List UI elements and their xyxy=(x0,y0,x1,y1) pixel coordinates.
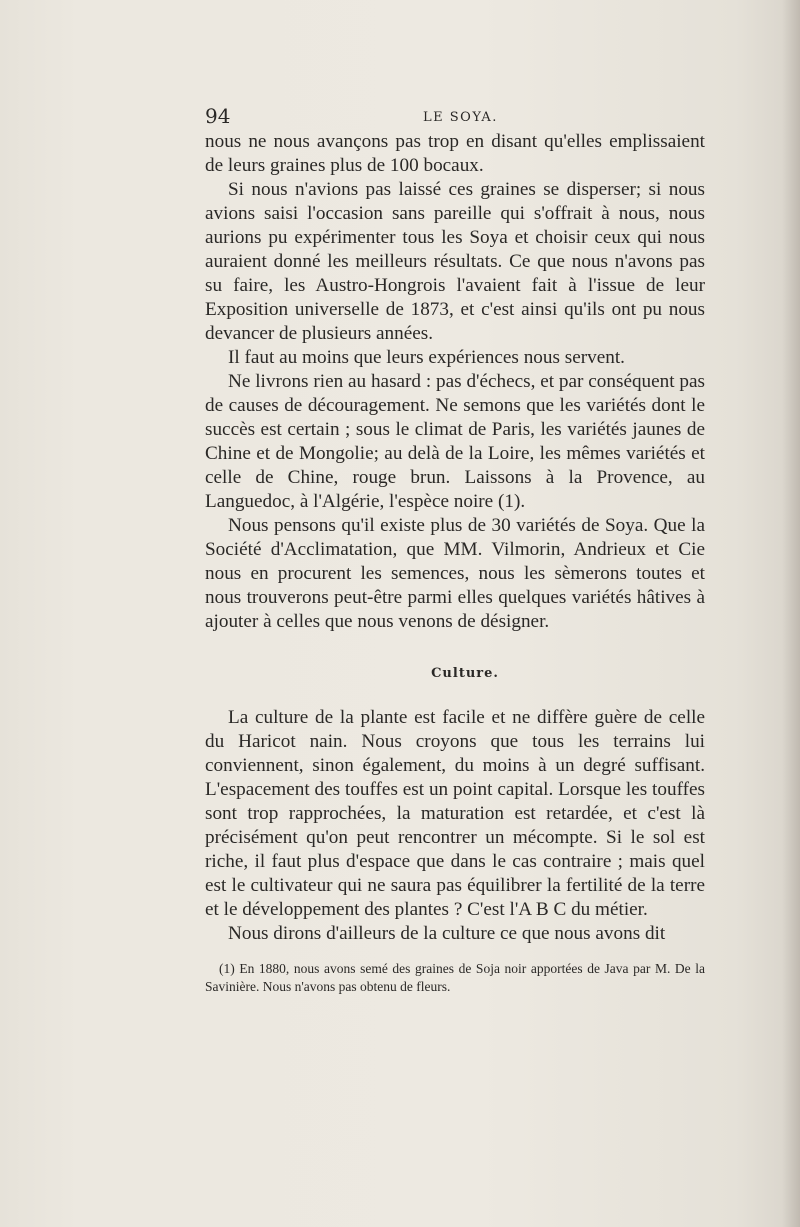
body-text xyxy=(205,130,705,946)
paragraph: nous ne nous avançons pas trop en disant qu'elles emplissaient de leurs graines plus de 100 bocaux. xyxy=(205,131,705,176)
running-title: LE SOYA. xyxy=(423,110,498,125)
footnote xyxy=(205,960,705,996)
running-head xyxy=(205,96,705,130)
text-block xyxy=(205,96,705,996)
paragraph: Si nous n'avions pas laissé ces graines se disperser; si nous avions saisi l'occasion sans pareille qui s'offrait à nous, nous aurions pu expérimenter tous les Soya et choisir ceux qui nous auraient donné les meilleurs résultats. Ce que nous n'avons pas su faire, les Austro-Hongrois l'avaient fait à l'issue de leur Exposition universelle de 1873, et c'est ainsi qu'ils ont pu nous devancer de plusieurs années. xyxy=(205,179,705,344)
paragraph: Nous pensons qu'il existe plus de 30 variétés de Soya. Que la Société d'Acclimatation, que MM. Vilmorin, Andrieux et Cie nous en procurent les semences, nous les sèmerons toutes et nous trouverons peut-être parmi elles quelques variétés hâtives à ajouter à celles que nous venons de désigner. xyxy=(205,515,705,632)
page-number: 94 xyxy=(205,104,231,128)
paragraph: Il faut au moins que leurs expériences nous servent. xyxy=(228,347,625,368)
paragraph: La culture de la plante est facile et ne diffère guère de celle du Haricot nain. Nous croyons que tous les terrains lui conviennent, sinon également, du moins à un degré suffisant. L'espacement des touffes est un point capital. Lorsque les touffes sont trop rapprochées, la maturation est retardée, et c'est là précisément qu'on peut rencontrer un mécompte. Si le sol est riche, il faut plus d'espace que dans le cas contraire ; mais quel est le cultivateur qui ne saura pas équilibrer la fertilité de la terre et le développement des plantes ? C'est l'A B C du métier. xyxy=(205,707,705,920)
section-heading: Culture. xyxy=(431,666,499,681)
paragraph: Nous dirons d'ailleurs de la culture ce que nous avons dit xyxy=(228,923,666,944)
paragraph: Ne livrons rien au hasard : pas d'échecs, et par conséquent pas de causes de découragement. Ne semons que les variétés dont le succès est certain ; sous le climat de Paris, les variétés jaunes de Chine et de Mongolie; au delà de la Loire, les mêmes variétés et celle de Chine, rouge brun. Laissons à la Provence, au Languedoc, à l'Algérie, l'espèce noire (1). xyxy=(205,371,705,512)
footnote-text: (1) En 1880, nous avons semé des graines de Soja noir apportées de Java par M. De la Savinière. Nous n'avons pas obtenu de fleurs. xyxy=(205,961,705,994)
